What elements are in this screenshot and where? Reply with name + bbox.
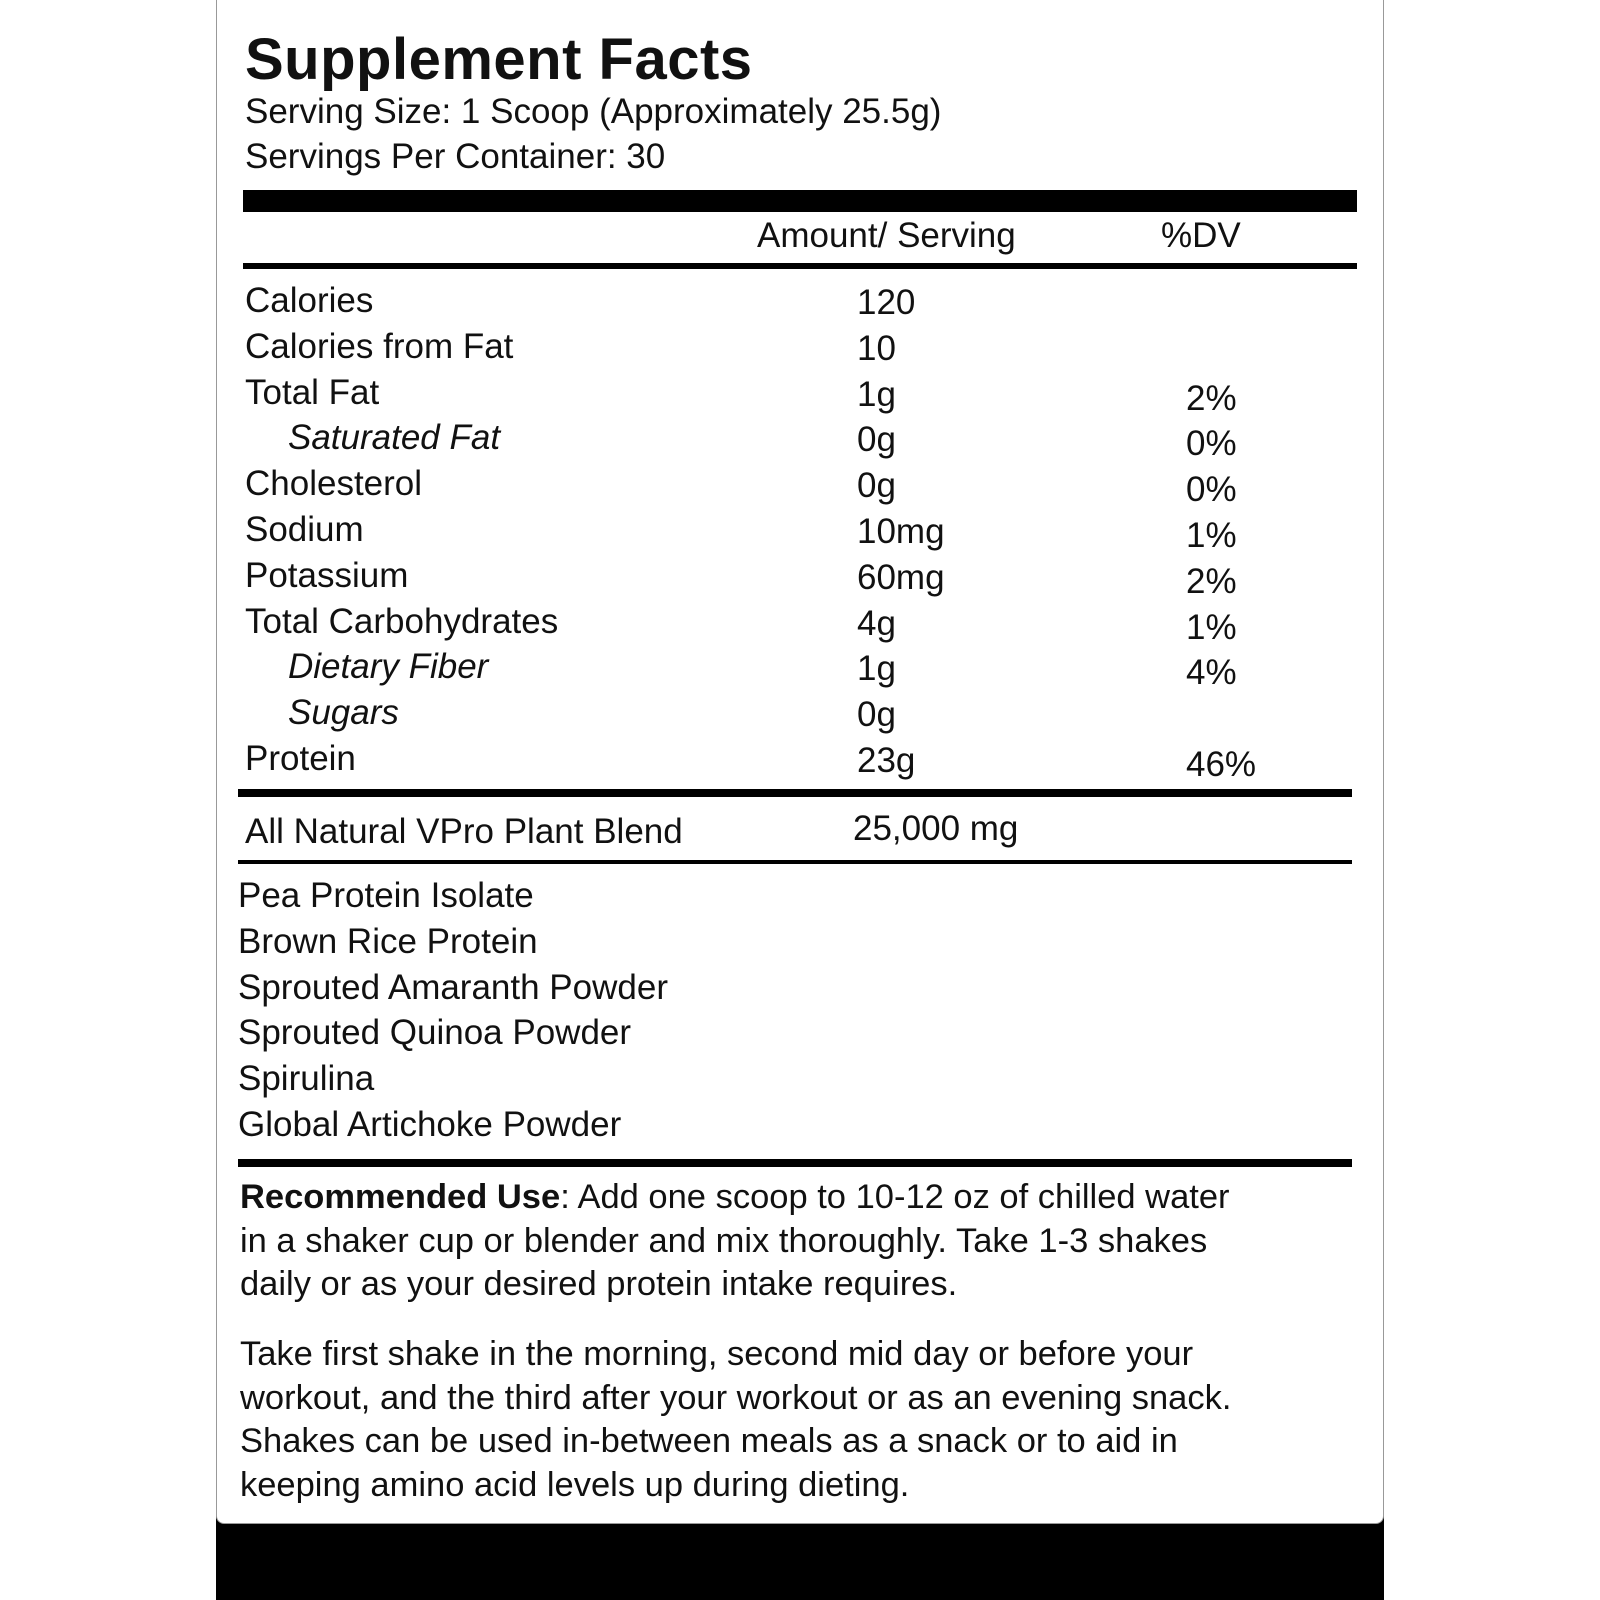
ingredient-item: Brown Rice Protein bbox=[238, 921, 538, 961]
nutrient-name: Cholesterol bbox=[245, 464, 423, 504]
nutrient-name: Sodium bbox=[245, 510, 364, 549]
recommended-use-line: daily or as your desired protein intake requires. bbox=[240, 1265, 958, 1303]
ingredient-item: Spirulina bbox=[238, 1059, 375, 1099]
servings-per-container: Servings Per Container: 30 bbox=[245, 137, 666, 176]
nutrient-name: Saturated Fat bbox=[288, 418, 501, 458]
nutrient-amount: 4g bbox=[857, 603, 896, 643]
nutrient-name: Total Carbohydrates bbox=[245, 601, 559, 641]
protein-divider bbox=[238, 789, 1352, 797]
ingredient-item: Sprouted Amaranth Powder bbox=[238, 967, 668, 1007]
timing-line: Take first shake in the morning, second mid day or before your bbox=[240, 1335, 1194, 1373]
timing-line: workout, and the third after your workout or as an evening snack. bbox=[240, 1378, 1232, 1417]
ingredient-item: Pea Protein Isolate bbox=[238, 876, 534, 915]
amount-header: Amount/ Serving bbox=[757, 216, 1016, 255]
nutrient-name: Potassium bbox=[245, 555, 409, 595]
timing-instructions bbox=[240, 1333, 1231, 1507]
nutrient-dv: 2% bbox=[1186, 378, 1237, 418]
nutrient-amount: 10mg bbox=[857, 512, 945, 551]
nutrient-amount: 60mg bbox=[857, 557, 945, 597]
nutrient-dv: 4% bbox=[1186, 653, 1237, 693]
timing-line: keeping amino acid levels up during dieting. bbox=[240, 1465, 910, 1504]
nutrient-dv: 2% bbox=[1186, 561, 1237, 601]
nutrient-amount: 0g bbox=[857, 420, 896, 460]
page-title: Supplement Facts bbox=[245, 27, 753, 92]
nutrient-amount: 23g bbox=[857, 741, 916, 780]
recommended-use bbox=[240, 1176, 1230, 1307]
dv-header: %DV bbox=[1161, 216, 1241, 255]
nutrient-name: Sugars bbox=[288, 693, 399, 733]
nutrient-amount: 10 bbox=[857, 328, 896, 368]
serving-size: Serving Size: 1 Scoop (Approximately 25.5g) bbox=[245, 92, 942, 131]
nutrient-dv: 0% bbox=[1186, 424, 1237, 464]
nutrient-dv: 1% bbox=[1186, 607, 1237, 647]
nutrient-dv: 0% bbox=[1186, 470, 1237, 510]
recommended-use-line: : Add one scoop to 10-12 oz of chilled water bbox=[560, 1178, 1230, 1216]
nutrient-amount: 0g bbox=[857, 466, 896, 506]
nutrient-name: Total Fat bbox=[245, 372, 380, 412]
blend-name: All Natural VPro Plant Blend bbox=[245, 812, 683, 851]
nutrient-name: Dietary Fiber bbox=[288, 647, 489, 687]
nutrient-dv: 1% bbox=[1186, 516, 1237, 555]
blend-divider bbox=[238, 860, 1352, 864]
header-divider bbox=[243, 263, 1357, 269]
nutrient-name: Calories bbox=[245, 281, 374, 320]
nutrient-name: Protein bbox=[245, 739, 356, 778]
nutrient-amount: 0g bbox=[857, 695, 896, 735]
blend-amount: 25,000 mg bbox=[853, 809, 1019, 848]
nutrient-dv: 46% bbox=[1186, 745, 1257, 784]
recommended-use-line: in a shaker cup or blender and mix thoroughly. Take 1-3 shakes bbox=[240, 1221, 1208, 1260]
ingredient-item: Sprouted Quinoa Powder bbox=[238, 1013, 632, 1053]
ingredients-divider bbox=[238, 1159, 1352, 1167]
thick-divider bbox=[243, 190, 1357, 212]
ingredient-item: Global Artichoke Powder bbox=[238, 1105, 622, 1144]
nutrient-amount: 1g bbox=[857, 374, 896, 414]
recommended-use-label: Recommended Use bbox=[240, 1178, 561, 1216]
nutrient-name: Calories from Fat bbox=[245, 326, 514, 366]
nutrient-amount: 1g bbox=[857, 649, 896, 689]
nutrient-amount: 120 bbox=[857, 283, 916, 322]
timing-line: Shakes can be used in-between meals as a snack or to aid in bbox=[240, 1422, 1178, 1460]
